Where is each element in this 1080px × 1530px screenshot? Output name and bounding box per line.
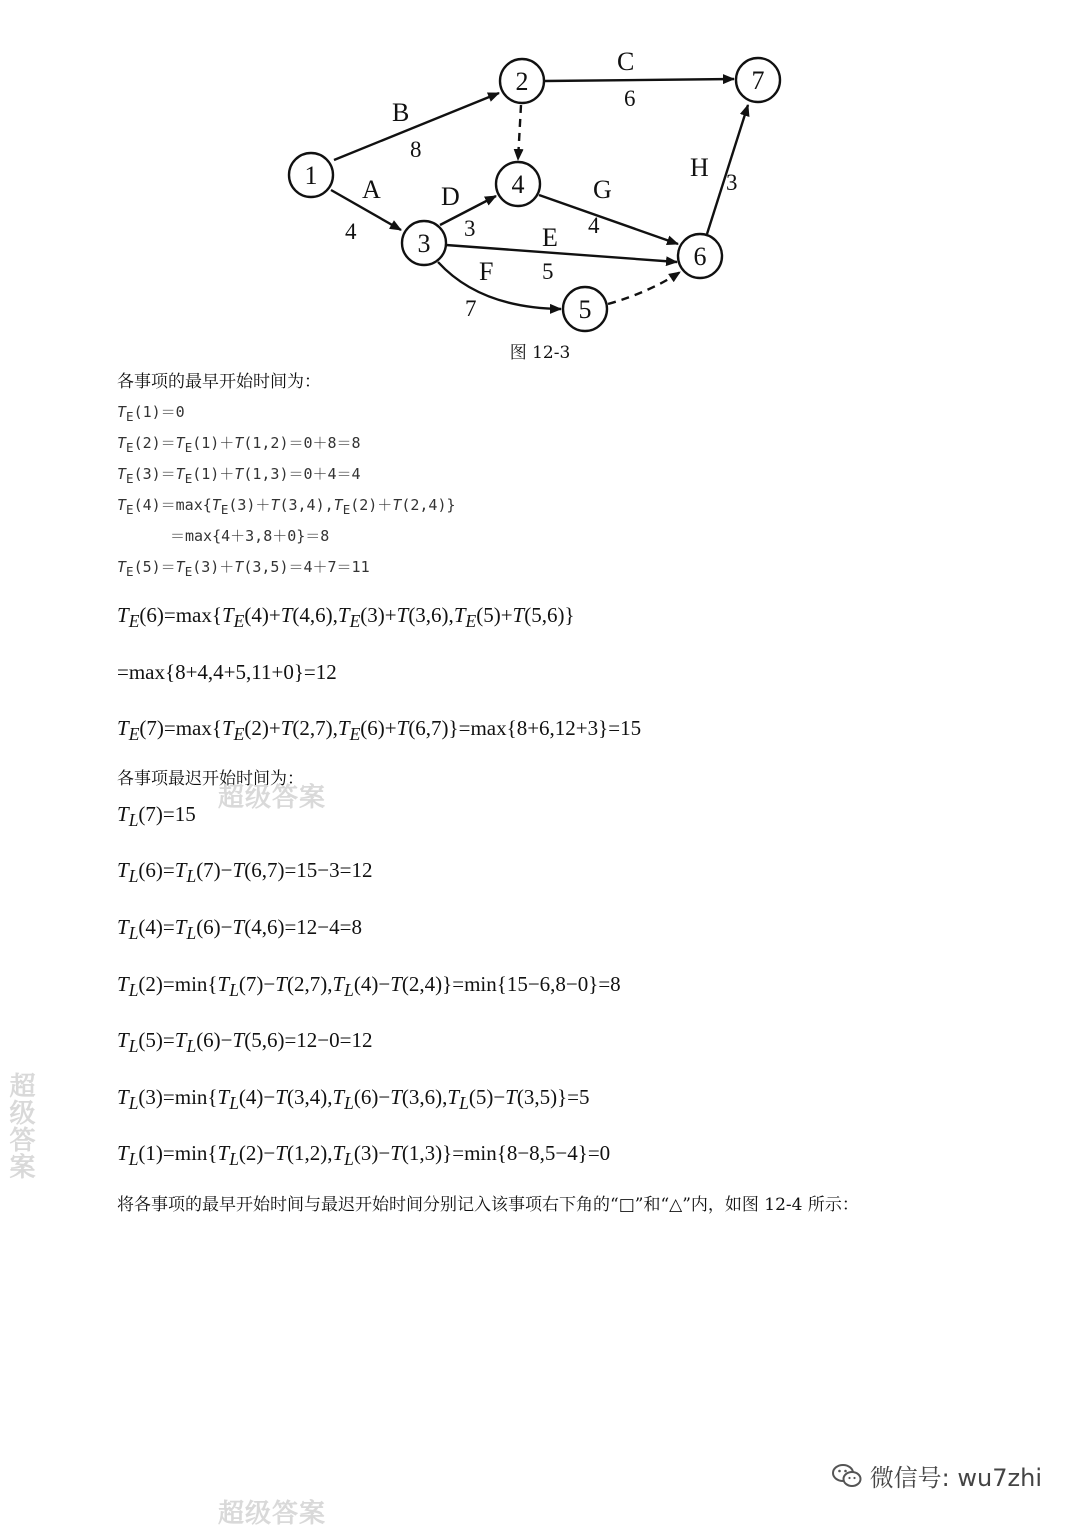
formula-tl2: $T_L(2)=\min\{T_L(7)-T(2,7),T_L(4)-T(2,4)\}=\min\{15-6,8-0\}=8$ bbox=[117, 972, 621, 1001]
edge-label-G: G bbox=[593, 175, 612, 204]
node-1 bbox=[289, 153, 333, 197]
edge-label-C: C bbox=[617, 47, 635, 76]
edge-weight-E: 5 bbox=[542, 259, 554, 284]
node-label: 4 bbox=[511, 170, 525, 199]
node-6 bbox=[678, 234, 722, 278]
edge-weight-A: 4 bbox=[345, 219, 357, 244]
edge-weight-D: 3 bbox=[464, 216, 476, 241]
earliest-heading: 各事项的最早开始时间为： bbox=[117, 372, 321, 392]
edge-weight-G: 4 bbox=[588, 213, 600, 238]
wechat-id: 微信号: wu7zhi bbox=[869, 1464, 1042, 1492]
wechat-icon bbox=[832, 1463, 862, 1489]
node-3 bbox=[402, 221, 446, 265]
node-4 bbox=[496, 162, 540, 206]
formula-te7: $T_E(7)=\max\{T_E(2)+T(2,7),T_E(6)+T(6,7)\}=\max\{8+6,12+3\}=15$ bbox=[117, 716, 642, 745]
node-5 bbox=[563, 287, 607, 331]
closing-paragraph: 将各事项的最早开始时间与最迟开始时间分别记入该事项右下角的“□”和“△”内，如图 12-4 所示： bbox=[117, 1195, 859, 1215]
node-label: 7 bbox=[751, 66, 765, 95]
formula-te4: $T_E(4)=\max\{T_E(3)+T(3,4),T_E(2)+T(2,4)\}$ bbox=[117, 496, 456, 517]
node-label: 3 bbox=[417, 229, 431, 258]
formula-te6: $T_E(6)=\max\{T_E(4)+T(4,6),T_E(3)+T(3,6),T_E(5)+T(5,6)\}$ bbox=[117, 603, 575, 632]
edge-weight-H: 3 bbox=[726, 170, 738, 195]
edge-weight-C: 6 bbox=[624, 86, 636, 111]
edge-label-B: B bbox=[392, 98, 410, 127]
latest-heading: 各事项最迟开始时间为： bbox=[117, 769, 304, 789]
edge-weight-B: 8 bbox=[410, 137, 422, 162]
formula-te5: $T_E(5)=T_E(3)+T(3,5)=4+7=11$ bbox=[117, 558, 370, 579]
edge-2-7 bbox=[545, 79, 734, 81]
formula-tl5: $T_L(5)=T_L(6)-T(5,6)=12-0=12$ bbox=[117, 1028, 373, 1057]
node-label: 1 bbox=[304, 161, 318, 190]
formula-te6-result: =max{8+4,4+5,11+0}=12 bbox=[117, 660, 337, 684]
wechat-watermark bbox=[832, 1458, 1042, 1493]
formula-te2: $T_E(2)=T_E(1)+T(1,2)=0+8=8$ bbox=[117, 434, 361, 455]
network-diagram bbox=[0, 0, 1080, 340]
formula-tl6: $T_L(6)=T_L(7)-T(6,7)=15-3=12$ bbox=[117, 858, 373, 887]
formula-te4-result: ＝max{4＋3,8＋0}＝8 bbox=[170, 527, 330, 545]
watermark-text: 超级答案 bbox=[218, 783, 327, 813]
edge-5-6 bbox=[608, 272, 680, 304]
watermark-text-bottom: 超级答案 bbox=[218, 1499, 327, 1529]
formula-tl3: $T_L(3)=\min\{T_L(4)-T(3,4),T_L(6)-T(3,6),T_L(5)-T(3,5)\}=5$ bbox=[117, 1085, 590, 1114]
edge-weight-F: 7 bbox=[465, 296, 477, 321]
edge-label-H: H bbox=[690, 153, 709, 182]
node-label: 2 bbox=[515, 67, 529, 96]
node-7 bbox=[736, 58, 780, 102]
formula-te3: $T_E(3)=T_E(1)+T(1,3)=0+4=4$ bbox=[117, 465, 361, 486]
formula-tl4: $T_L(4)=T_L(6)-T(4,6)=12-4=8$ bbox=[117, 915, 362, 944]
edge-label-A: A bbox=[362, 175, 381, 204]
formula-tl1: $T_L(1)=\min\{T_L(2)-T(1,2),T_L(3)-T(1,3)\}=\min\{8-8,5-4\}=0$ bbox=[117, 1141, 611, 1170]
node-label: 5 bbox=[578, 295, 592, 324]
figure-caption: 图 12-3 bbox=[509, 343, 571, 363]
edge-label-D: D bbox=[441, 182, 460, 211]
formula-tl7: $T_L(7)=15$ bbox=[117, 802, 196, 831]
formula-te1: $T_E(1)=0$ bbox=[117, 403, 185, 424]
node-label: 6 bbox=[693, 242, 707, 271]
edge-label-F: F bbox=[479, 257, 494, 286]
node-2 bbox=[500, 59, 544, 103]
watermark-vertical: 超级答案 bbox=[5, 1072, 35, 1180]
edge-label-E: E bbox=[542, 223, 558, 252]
edge-2-4 bbox=[518, 105, 521, 160]
